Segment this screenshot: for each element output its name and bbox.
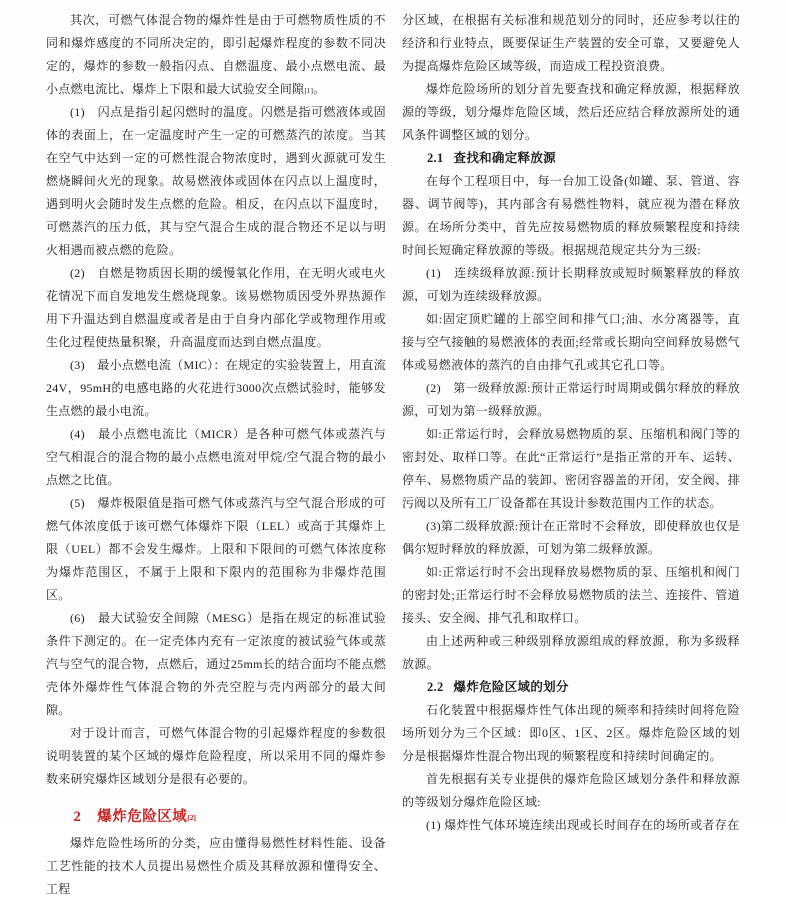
text-run: 其次，可燃气体混合物的爆炸性是由于可燃物质性质的不同和爆炸感度的不同所决定的，即引起爆炸程度的参数不同决定的，爆炸的参数一般指闪点、自燃温度、最小点燃电流、最小点燃电流比、爆炸上下限和最大试验安全间隙 (46, 13, 386, 96)
text-run: 查找和确定释放源 (453, 151, 556, 165)
text-run: (4) 最小点燃电流比（MICR）是各种可燃气体或蒸汽与空气相混合的混合物的最小点燃电流对甲烷/空气混合物的最小点燃之比值。 (46, 427, 386, 487)
text-run: 首先根据有关专业提供的爆炸危险区域划分条件和释放源的等级划分爆炸危险区域: (402, 772, 740, 809)
right-column (402, 9, 740, 837)
text-run: (1) 闪点是指引起闪燃时的温度。闪燃是指可燃液体或固体的表面上，在一定温度时产生一定的可燃蒸汽的浓度。当其在空气中达到一定的可燃性混合物浓度时，遇到火源就可发生燃烧瞬间火光的现象。故易燃液体或固体在闪点以上温度时，遇到明火会随时发生点燃的危险。相反，在闪点以下温度时，可燃蒸汽的压力低，其与空气混合生成的混合物还不足以与明火相遇而被点燃的危险。 (46, 105, 386, 257)
text-run: 爆炸危险场所的划分首先要查找和确定释放源，根据释放源的等级，划分爆炸危险区域，然后还应结合释放源所处的通风条件调整区域的划分。 (402, 82, 740, 142)
paragraph (46, 722, 386, 791)
text-run: 如:正常运行时，会释放易燃物质的泵、压缩机和阀门等的密封处、取样口等。在此“正常运行”是指正常的开车、运转、停车、易燃物质产品的装卸、密闭容器盖的开闭，安全阀、排污阀以及所有工厂设备都在其设计参数范围内工作的状态。 (402, 427, 740, 510)
text-run: (2) 自燃是物质因长期的缓慢氧化作用，在无明火或电火花情况下而自发地发生燃烧现象。该易燃物质因受外界热源作用下升温达到自燃温度或者是由于自身内部化学或物理作用或生化过程使热量积聚，升高温度而达到自燃点温度。 (46, 266, 386, 349)
chapter-heading (46, 805, 386, 829)
text-run: 爆炸危险区域 (97, 809, 188, 825)
paragraph (46, 492, 386, 607)
text-run: (3) 最小点燃电流（MIC）：在规定的实验装置上，用直流24V，95mH的电感电路的火花进行3000次点燃试验时，能够发生点燃的最小电流。 (46, 358, 386, 418)
paragraph (402, 377, 740, 423)
text-run: 对于设计而言，可燃气体混合物的引起爆炸程度的参数很说明装置的某个区域的爆炸危险程度，所以采用不同的爆炸参数来研究爆炸区域划分是很有必要的。 (46, 726, 386, 786)
subsection-heading (402, 147, 740, 170)
text-run: (1) 爆炸性气体环境连续出现或长时间存在的场所或者存在 (426, 818, 740, 832)
text-run: 在每个工程项目中，每一台加工设备(如罐、泵、管道、容器、调节阀等)，其内部含有易燃性物料，就应视为潜在释放源。在场所分类中，首先应按易燃物质的释放频繁程度和持续时间长短确定释放源的等级。根据规范规定共分为三级: (402, 174, 740, 257)
paragraph (46, 423, 386, 492)
paragraph (46, 9, 386, 101)
text-run: (5) 爆炸极限值是指可燃气体或蒸汽与空气混合形成的可燃气体浓度低于该可燃气体爆炸下限（LEL）或高于其爆炸上限（UEL）都不会发生爆炸。上限和下限间的可燃气体浓度称为爆炸范围区，不属于上限和下限内的范围称为非爆炸范围区。 (46, 496, 386, 602)
paragraph (402, 630, 740, 676)
paragraph (402, 814, 740, 837)
text-run: (2) 第一级释放源:预计正常运行时周期或偶尔释放的释放源，可划为第一级释放源。 (402, 381, 740, 418)
text-run: 如:固定顶贮罐的上部空间和排气口;油、水分离器等，直接与空气接触的易燃液体的表面;经常或长期向空间释放易燃气体或易燃液体的蒸汽的自由排气孔或其它孔口等。 (402, 312, 740, 372)
paragraph (402, 170, 740, 262)
paragraph (46, 262, 386, 354)
heading-number: 2 (73, 809, 82, 825)
left-column (46, 9, 386, 901)
paragraph (402, 423, 740, 515)
text-run: 分区域，在根据有关标准和规范划分的同时，还应参考以往的经济和行业特点，既要保证生产装置的安全可靠，又要避免人为提高爆炸危险区域等级，而造成工程投资浪费。 (402, 13, 740, 73)
paragraph (402, 9, 740, 78)
text-run: 爆炸危险区域的划分 (453, 680, 569, 694)
heading-number: 2.2 (427, 680, 444, 694)
text-run: (1) 连续级释放源:预计长期释放或短时频繁释放的释放源，可划为连续级释放源。 (402, 266, 740, 303)
text-run: 。 (313, 82, 326, 96)
paragraph (402, 699, 740, 768)
paragraph (46, 101, 386, 262)
paragraph (402, 515, 740, 561)
text-run: (3)第二级释放源:预计在正常时不会释放，即使释放也仅是偶尔短时释放的释放源，可划为第二级释放源。 (402, 519, 740, 556)
text-run: 爆炸危险性场所的分类，应由懂得易燃性材料性能、设备工艺性能的技术人员提出易燃性介质及其释放源和懂得安全、工程 (46, 836, 386, 896)
paragraph (402, 308, 740, 377)
reference-superscript: [2] (187, 813, 196, 822)
text-run: 石化装置中根据爆炸性气体出现的频率和持续时间将危险场所划分为三个区域：即0区、1区、2区。爆炸危险区域的划分是根据爆炸性混合物出现的频繁程度和持续时间确定的。 (402, 703, 740, 763)
paragraph (402, 768, 740, 814)
subsection-heading (402, 676, 740, 699)
paragraph (402, 78, 740, 147)
reference-superscript: [1] (304, 86, 314, 95)
paragraph (46, 607, 386, 722)
paragraph (46, 832, 386, 901)
text-run: 由上述两种或三种级别释放源组成的释放源，称为多级释放源。 (402, 634, 740, 671)
text-run: (6) 最大试验安全间隙（MESG）是指在规定的标准试验条件下测定的。在一定壳体内充有一定浓度的被试验气体或蒸汽与空气的混合物，点燃后，通过25mm长的结合面均不能点燃壳体外爆炸性气体混合物的外壳空腔与壳内两部分的最大间隙。 (46, 611, 386, 717)
paragraph (46, 354, 386, 423)
paragraph (402, 561, 740, 630)
paragraph (402, 262, 740, 308)
text-run: 如:正常运行时不会出现释放易燃物质的泵、压缩机和阀门的密封处;正常运行时不会释放易燃物质的法兰、连接件、管道接头、安全阀、排气孔和取样口。 (402, 565, 740, 625)
heading-number: 2.1 (427, 151, 444, 165)
